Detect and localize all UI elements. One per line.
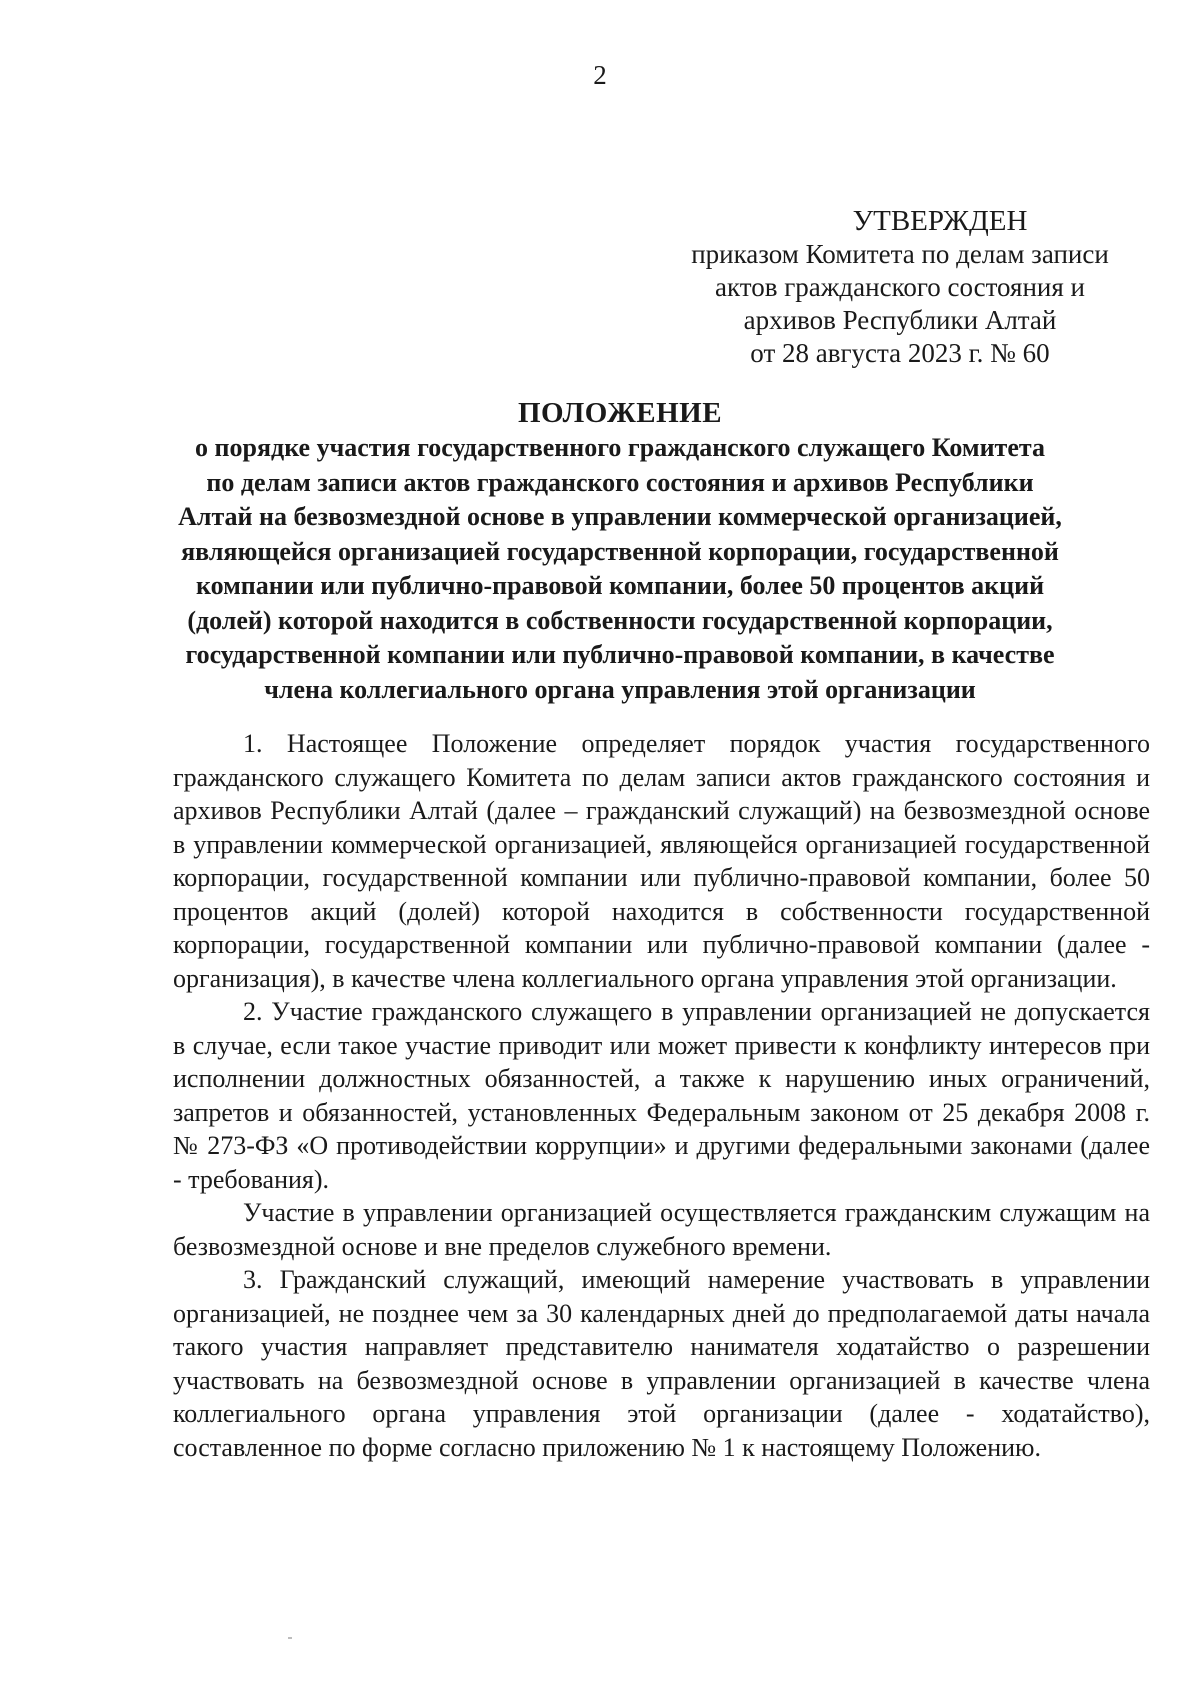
subtitle-line: Алтай на безвозмездной основе в управлении коммерческой организацией, [178, 502, 1062, 531]
document-title: ПОЛОЖЕНИЕ [517, 397, 723, 429]
document-body [173, 727, 1150, 1464]
approval-label: УТВЕРЖДЕН [852, 205, 1028, 237]
subtitle-line: члена коллегиального органа управления этой организации [264, 674, 976, 704]
approval-line: от 28 августа 2023 г. № 60 [750, 338, 1050, 368]
approval-line: приказом Комитета по делам записи [691, 239, 1109, 269]
approval-stamp-block [670, 205, 1130, 370]
approval-line: актов гражданского состояния и [715, 272, 1085, 302]
approval-line: архивов Республики Алтай [743, 305, 1057, 335]
paragraph-3: 3. Гражданский служащий, имеющий намерение участвовать в управлении организацией, не позднее чем за 30 календарных дней до предполагаемой даты начала такого участия направляет представителю нанимателя ходатайство о разрешении участвовать на безвозмездной основе в управлении организацией в качестве члена коллегиального органа управления этой организации (далее - ходатайство), составленное по форме согласно приложению № 1 к настоящему Положению. [173, 1265, 1150, 1462]
document-subtitle [170, 431, 1070, 707]
subtitle-line: являющейся организацией государственной корпорации, государственной [181, 536, 1059, 566]
paragraph-1: 1. Настоящее Положение определяет порядок участия государственного гражданского служащего Комитета по делам записи актов гражданского состояния и архивов Республики Алтай (далее – гражданский служащий) на безвозмездной основе в управлении коммерческой организацией, являющейся организацией государственной корпорации, государственной компании или публично-правовой компании, более 50 процентов акций (долей) которой находится в собственности государственной корпорации, государственной компании или публично-правовой компании (далее - организация), в качестве члена коллегиального органа управления этой организации. [173, 729, 1150, 993]
subtitle-line: государственной компании или публично-правовой компании, в качестве [185, 640, 1055, 669]
subtitle-line: по делам записи актов гражданского состояния и архивов Республики [206, 467, 1034, 497]
subtitle-line: о порядке участия государственного гражданского служащего Комитета [195, 433, 1045, 462]
subtitle-line: компании или публично-правовой компании, более 50 процентов акций [195, 571, 1045, 600]
scan-speck [288, 1637, 292, 1639]
document-title-block [170, 395, 1070, 707]
paragraph-2: 2. Участие гражданского служащего в управлении организацией не допускается в случае, если такое участие приводит или может привести к конфликту интересов при исполнении должностных обязанностей, а также к нарушению иных ограничений, запретов и обязанностей, установленных Федеральным законом от 25 декабря 2008 г. № 273-ФЗ «О противодействии коррупции» и другими федеральными законами (далее - требования). [173, 997, 1150, 1194]
page-number: 2 [593, 60, 607, 90]
subtitle-line: (долей) которой находится в собственности государственной корпорации, [187, 605, 1053, 635]
paragraph-2-continuation: Участие в управлении организацией осуществляется гражданским служащим на безвозмездной основе и вне пределов служебного времени. [173, 1198, 1150, 1261]
